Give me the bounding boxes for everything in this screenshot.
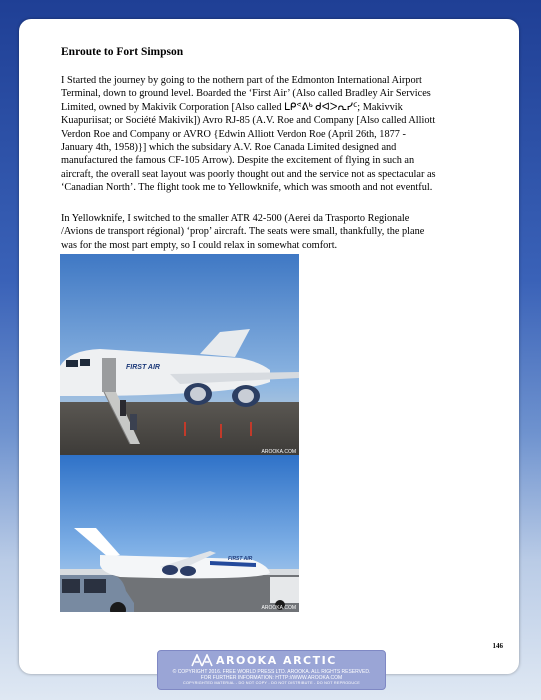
footer-copyright: © COPYRIGHT 2016. FREE WORLD PRESS LTD. AROOKA. ALL RIGHTS RESERVED. (172, 669, 371, 675)
footer-info-link[interactable]: FOR FURTHER INFORMATION: HTTP://WWW.AROOKA.COM (200, 675, 343, 681)
page-heading: Enroute to Fort Simpson (61, 46, 184, 58)
photo-watermark-2: AROOKA.COM (261, 605, 296, 611)
page-number: 146 (492, 642, 503, 650)
arooka-logo-icon (191, 654, 213, 672)
aircraft-livery-text-2: FIRST AIR (228, 556, 253, 562)
paragraph-2: In Yellowknife, I switched to the smaller ATR 42-500 (Aerei da Trasporto Regionale /Avions de transport régional) ‘prop’ aircraft. The seats were small, thankfully, the plane was for the most part empty, so I could relax in somewhat comfort. (61, 213, 425, 251)
paragraph-1: I Started the journey by going to the nothern part of the Edmonton International Airport Terminal, down to ground level. Boarded the ‘First Air’ (Also called Bradley Air Services Limited, owned by Makivik Corporation [Also called ᒪᑭᕝᕕᒃ ᑯᐊᐳᕆᓯᑦ; Makivvik Kuapuriisat; or Société Makivik]) Avro RJ-85 (A.V. Roe and Company [Also called Alliott Verdon Roe and Company or AVRO {Edwin Alliott Verdon Roe (April 26th, 1877 - January 4th, 1958)}] which the subsidary A.V. Roe Canada Limited designed and manufactured the famous CF-105 Arrow). Despite the excitement of flying in such an aircraft, the overall seat layout was poorly thought out and the service not as spectacular as ‘Canadian North’. The flight took me to Yellowknife, which was smooth and not eventful. (61, 75, 436, 194)
photo-airplane-tarmac (60, 455, 299, 612)
footer-brand: AROOKA ARCTIC (216, 654, 337, 667)
photo-watermark: AROOKA.COM (261, 449, 296, 455)
photo-airplane-boarding (60, 254, 299, 456)
aircraft-livery-text: FIRST AIR (126, 364, 160, 371)
copyright-footer (157, 650, 386, 690)
footer-notice: COPYRIGHTED MATERIAL - DO NOT COPY - DO NOT DISTRIBUTE - DO NOT REPRODUCE (183, 681, 360, 685)
